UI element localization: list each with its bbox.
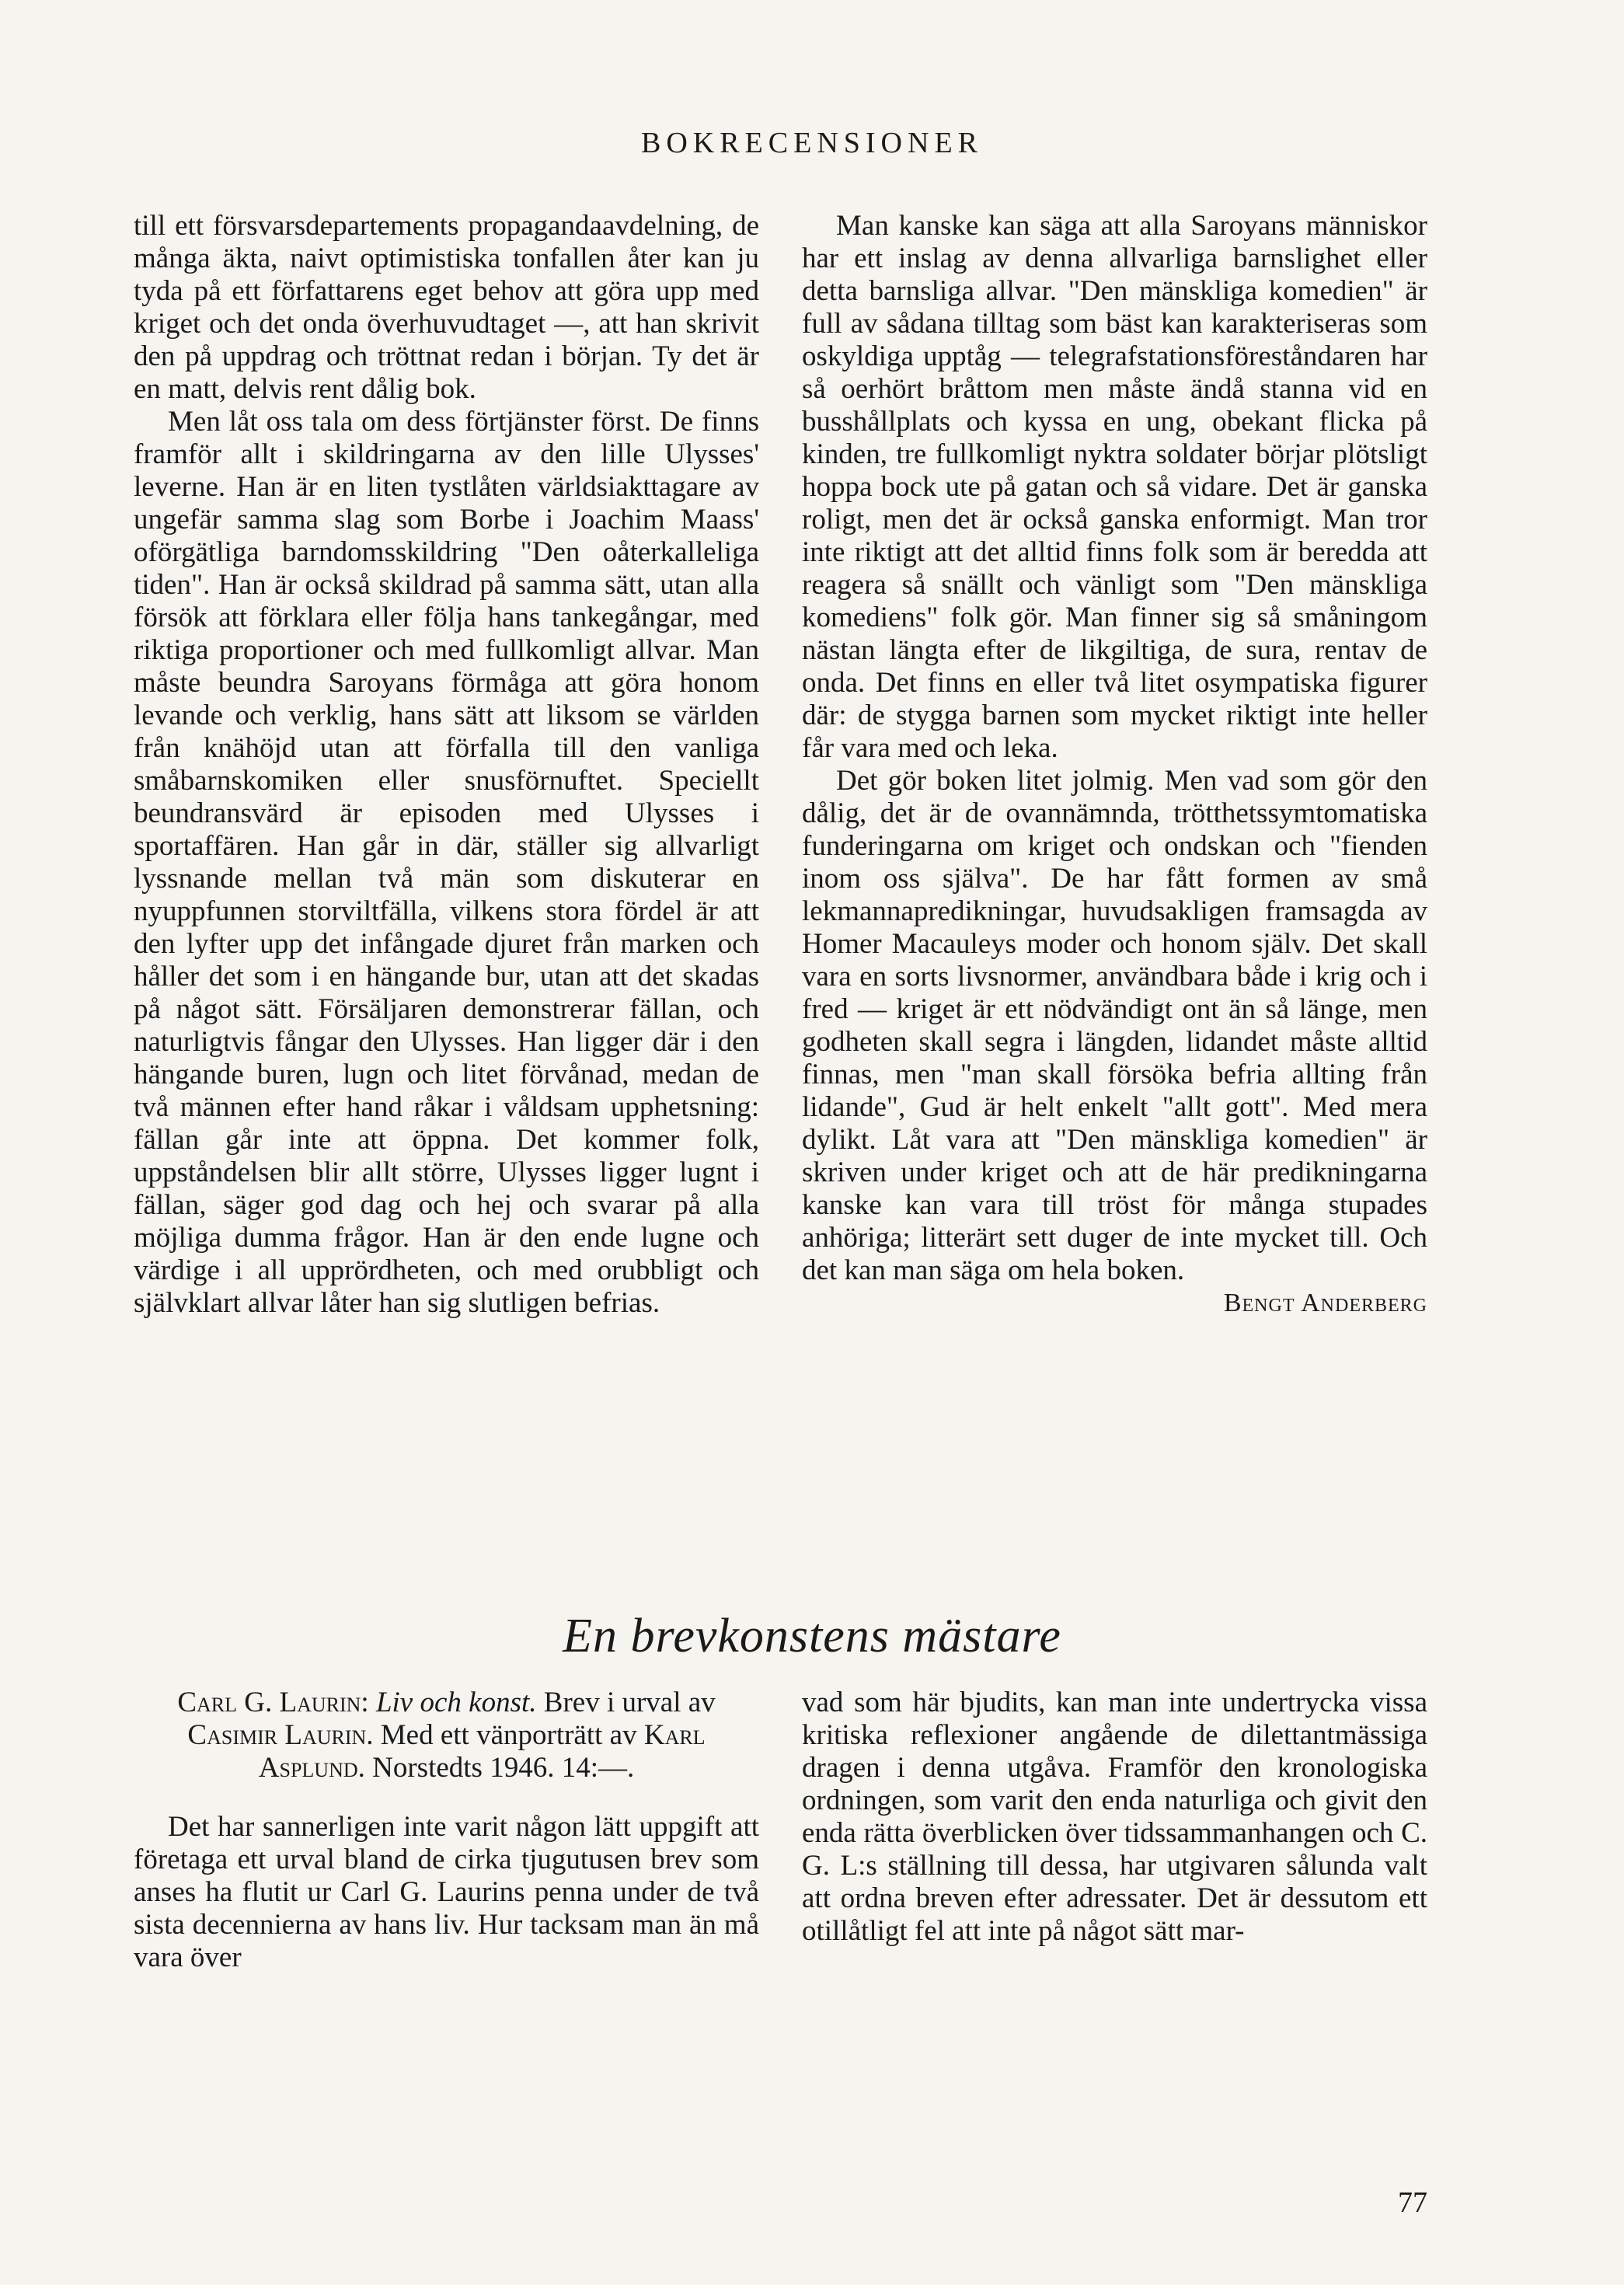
article-left-column: [134, 1687, 759, 1974]
bib-text: . Norstedts 1946. 14:—.: [357, 1752, 635, 1784]
bibliographic-entry: Carl G. Laurin: Liv och konst. Brev i urval av Casimir Laurin. Med ett vänporträtt av Karl Asplund. Norstedts 1946. 14:—.: [177, 1687, 716, 1784]
book-editor: Casimir Laurin: [187, 1719, 367, 1751]
paragraph: Men låt oss tala om dess förtjänster först. De finns framför allt i skildringarna av den lille Ulysses' leverne. Han är en liten tystlåten världsiakttagare av ungefär samma slag som Borbe i Joachim Maass' oförgätliga barndomsskildring "Den oåterkalleliga tiden". Han är också skildrad på samma sätt, utan alla försök att förklara eller följa hans tankegångar, med riktiga proportioner och med fullkomligt allvar. Man måste beundra Saroyans förmåga att göra honom levande och verklig, hans sätt att liksom se världen från knähöjd utan att förfalla till den vanliga småbarnskomiken eller snusförnuftet. Speciellt beundransvärd är episoden med Ulysses i sportaffären. Han går in där, ställer sig allvarligt lyssnande mellan två män som diskuterar en nyuppfunnen storviltfälla, vilkens stora fördel är att den lyfter upp det infångade djuret från marken och håller det som i en hängande bur, utan att det skadas på något sätt. Försäljaren demonstrerar fällan, och naturligtvis fångar den Ulysses. Han ligger där i den hängande buren, lugn och litet förvånad, medan de två männen efter hand råkar i våldsam upphetsning: fällan går inte att öppna. Det kommer folk, uppståndelsen blir allt större, Ulysses ligger lugnt i fällan, säger god dag och hej och svarar på alla möjliga dumma frågor. Han är den ende lugne och värdige i all upprördheten, och med orubbligt och självklart allvar låter han sig slutligen befrias.: [134, 406, 759, 1319]
bib-text: Brev i urval av: [536, 1687, 716, 1718]
paragraph: Man kanske kan säga att alla Saroyans människor har ett inslag av denna allvarliga barnslighet eller detta barnsliga allvar. "Den mänskliga komedien" är full av sådana tilltag som bäst kan karakteriseras som oskyldiga upptåg — telegrafstationsföreståndaren har så oerhört bråttom men måste ändå stanna vid en busshållplats och kyssa en ung, obekant flicka på kinden, tre fullkomligt nyktra soldater börjar plötsligt hoppa bock ute på gatan och så vidare. Det är ganska roligt, men det är också ganska enformigt. Man tror inte riktigt att det alltid finns folk som är beredda att reagera så snällt och vänligt som "Den mänskliga komediens" folk gör. Man finner sig så småningom nästan längta efter de likgiltiga, de sura, rentav de onda. Det finns en eller två litet osympatiska figurer där: de stygga barnen som mycket riktigt inte heller får vara med och leka.: [802, 210, 1427, 764]
running-head: BOKRECENSIONER: [640, 127, 984, 159]
book-title: Liv och konst.: [375, 1687, 537, 1718]
reviewer-signature: Bengt Anderberg: [1223, 1289, 1427, 1317]
review-right-column: [802, 210, 1427, 1320]
bib-text: . Med ett vänporträtt av: [366, 1719, 644, 1751]
article-title: En brevkonstens mästare: [563, 1610, 1061, 1662]
book-author: Carl G. Laurin: [177, 1687, 361, 1718]
paragraph: Det gör boken litet jolmig. Men vad som gör den dålig, det är de ovannämnda, trötthetssymtomatiska funderingarna om kriget och ondskan och "fienden inom oss själva". De har fått formen av små lekmannapredikningar, huvudsakligen framsagda av Homer Macauleys moder och honom själv. Det skall vara en sorts livsnormer, användbara både i krig och i fred — kriget är ett nödvändigt ont än så länge, men godheten skall segra i längden, lidandet måste alltid finnas, men "man skall försöka befria allting från lidande", Gud är helt enkelt "allt gott". Med mera dylikt. Låt vara att "Den mänskliga komedien" är skriven under kriget och att de här predikningarna kanske kan vara till tröst för många stupades anhöriga; litterärt sett duger de inte mycket till. Och det kan man säga om hela boken.: [802, 765, 1427, 1286]
page-number: 77: [1398, 2186, 1427, 2219]
paragraph: vad som här bjudits, kan man inte undertrycka vissa kritiska reflexioner angående de dilettantmässiga dragen i denna utgåva. Framför den kronologiska ordningen, som varit den enda naturliga och givit den enda rätta överblicken över tidssammanhangen och C. G. L:s ställning till dessa, har utgivaren sålunda valt att ordna breven efter adressater. Det är dessutom ett otillåtligt fel att inte på något sätt mar-: [802, 1687, 1427, 1947]
paragraph: till ett försvarsdepartements propagandaavdelning, de många äkta, naivt optimistiska tonfallen åter kan ju tyda på ett författarens eget behov att göra upp med kriget och det onda överhuvudtaget —, att han skrivit den på uppdrag och tröttnat redan i början. Ty det är en matt, delvis rent dålig bok.: [134, 210, 759, 405]
review-left-column: [134, 210, 759, 1320]
portrait-author: Karl Asplund: [258, 1719, 706, 1784]
paragraph: Det har sannerligen inte varit någon lätt uppgift att företaga ett urval bland de cirka tjugutusen brev som anses ha flutit ur Carl G. Laurins penna under de två sista decennierna av hans liv. Hur tacksam man än må vara över: [134, 1811, 759, 1973]
article-right-column: [802, 1687, 1427, 1948]
